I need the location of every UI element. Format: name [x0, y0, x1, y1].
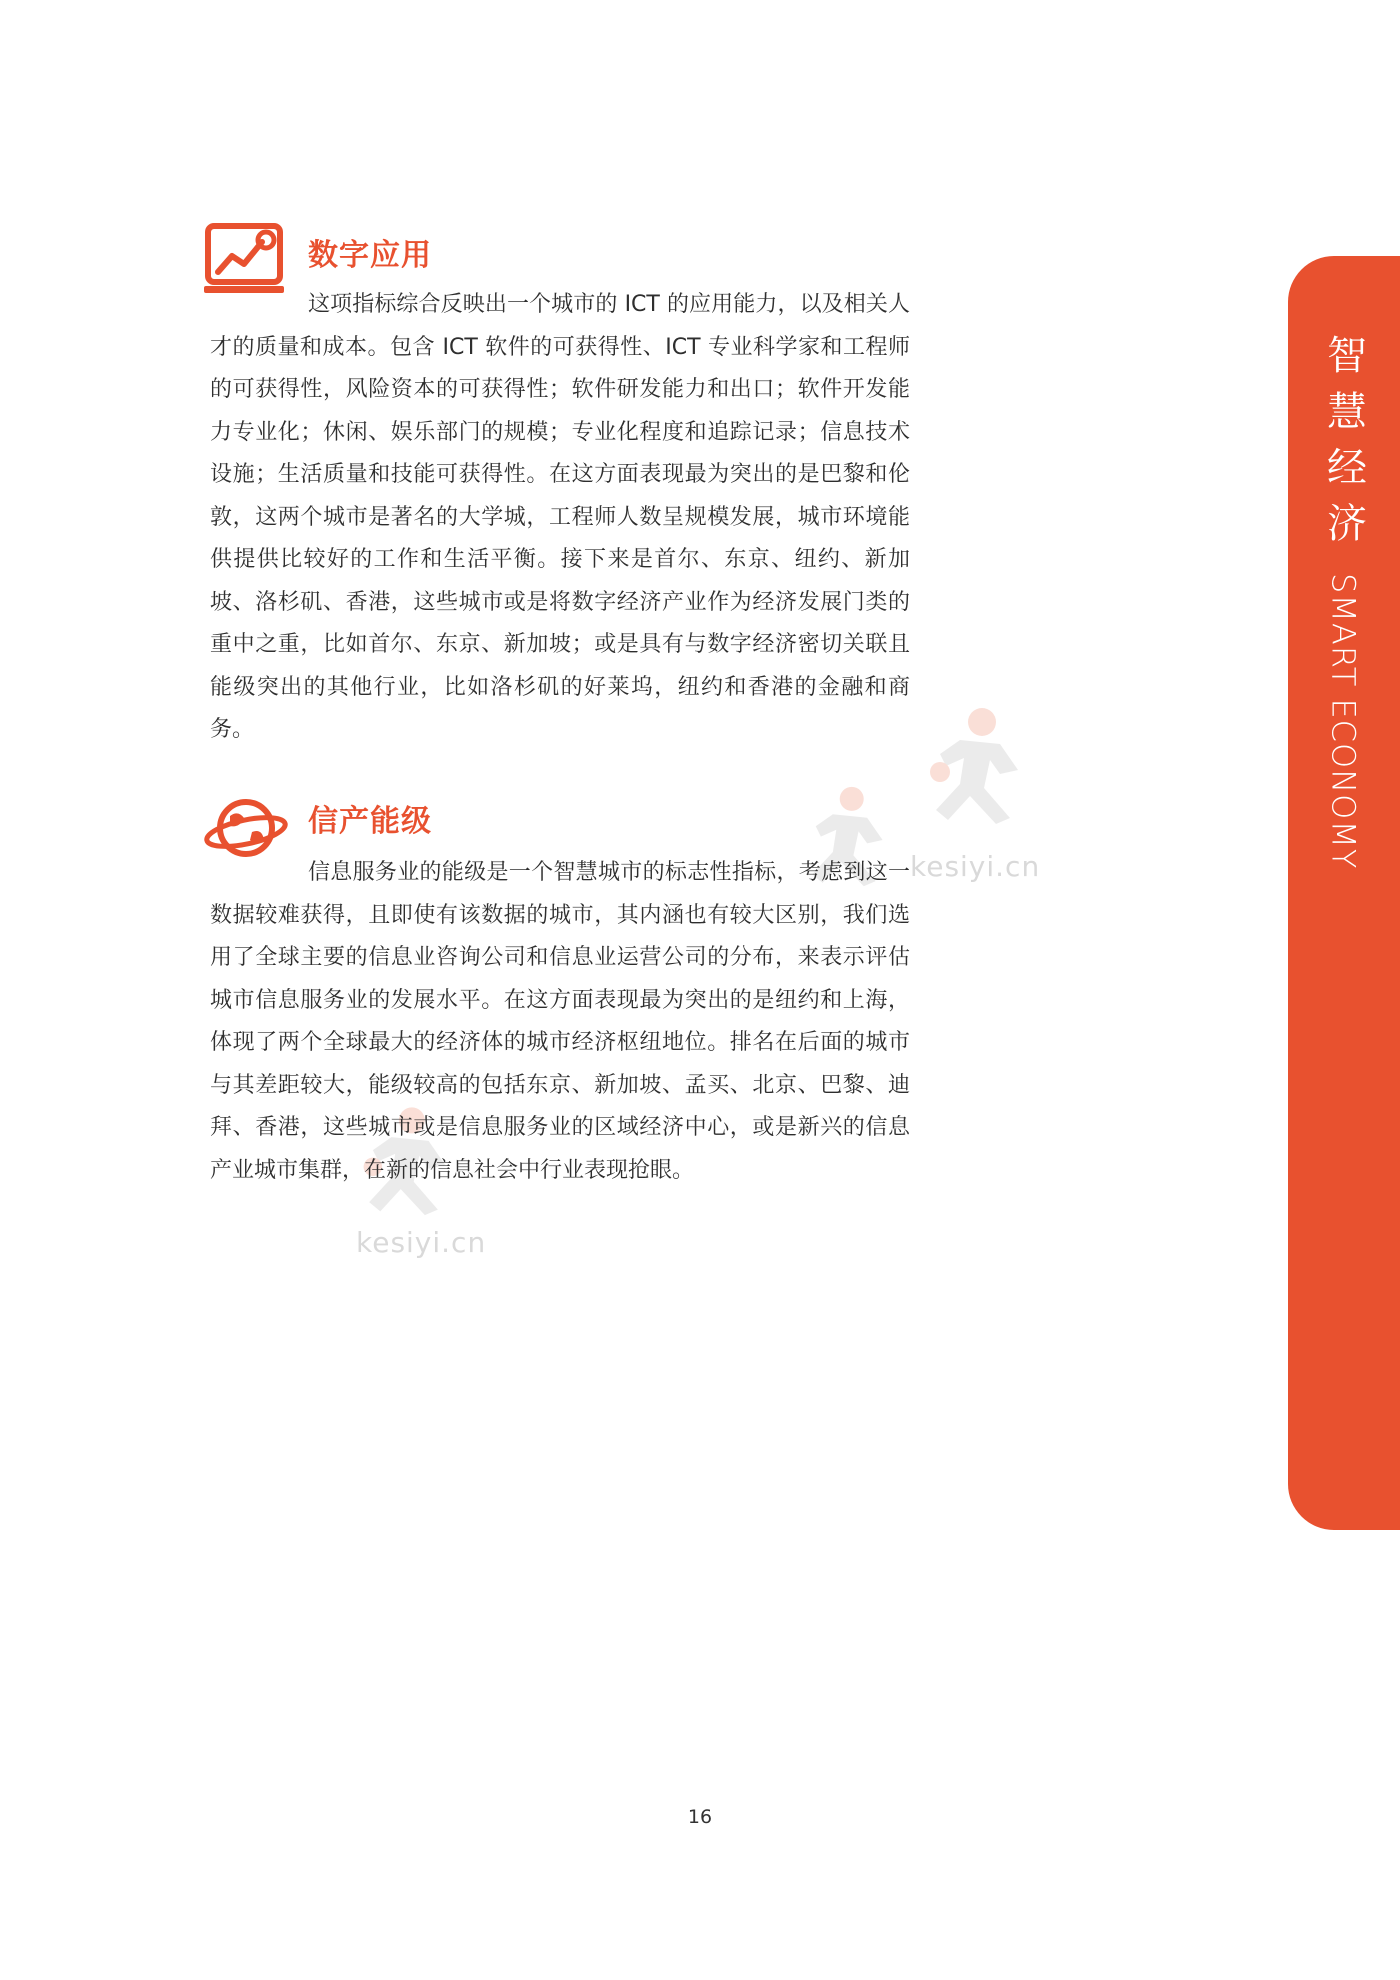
section-title: 信产能级 [308, 804, 432, 839]
section-title: 数字应用 [308, 238, 432, 273]
watermark-text: kesiyi.cn [356, 1226, 487, 1259]
globe-orbit-icon [200, 788, 290, 872]
chart-growth-icon [200, 222, 290, 306]
section-body-text: 信息服务业的能级是一个智慧城市的标志性指标，考虑到这一数据较难获得，且即使有该数据的城市，其内涵也有较大区别，我们选用了全球主要的信息业咨询公司和信息业运营公司的分布，来表示评估城市信息服务业的发展水平。在这方面表现最为突出的是纽约和上海，体现了两个全球最大的经济体的城市经济枢纽地位。排名在后面的城市与其差距较大，能级较高的包括东京、新加坡、孟买、北京、巴黎、迪拜、香港，这些城市或是信息服务业的区域经济中心，或是新兴的信息产业城市集群，在新的信息社会中行业表现抢眼。 [210, 860, 910, 1183]
section-information-industry-level [210, 788, 910, 1192]
chapter-title-en: SMART ECONOMY [1324, 573, 1363, 870]
watermark-text: kesiyi.cn [910, 850, 1041, 883]
section-header [210, 222, 910, 294]
section-body-text: 这项指标综合反映出一个城市的 ICT 的应用能力，以及相关人才的质量和成本。包含 ICT 软件的可获得性、ICT 专业科学家和工程师的可获得性，风险资本的可获得性；软件研发能力和出口；软件开发能力专业化；休闲、娱乐部门的规模；专业化程度和追踪记录；信息技术设施；生活质量和技能可获得性。在这方面表现最为突出的是巴黎和伦敦，这两个城市是著名的大学城，工程师人数呈规模发展，城市环境能供提供比较好的工作和生活平衡。接下来是首尔、东京、纽约、新加坡、洛杉矶、香港，这些城市或是将数字经济产业作为经济发展门类的重中之重，比如首尔、东京、新加坡；或是具有与数字经济密切关联且能级突出的其他行业，比如洛杉矶的好莱坞，纽约和香港的金融和商务。 [210, 292, 910, 742]
watermark-runner-figure [900, 700, 1060, 840]
chapter-side-tab-label [1316, 334, 1373, 870]
chapter-title-cn: 智慧经济 [1320, 334, 1367, 558]
chapter-side-tab [1288, 256, 1400, 1530]
section-header [210, 788, 910, 860]
page-number: 16 [687, 1806, 713, 1828]
section-digital-application [210, 222, 910, 752]
